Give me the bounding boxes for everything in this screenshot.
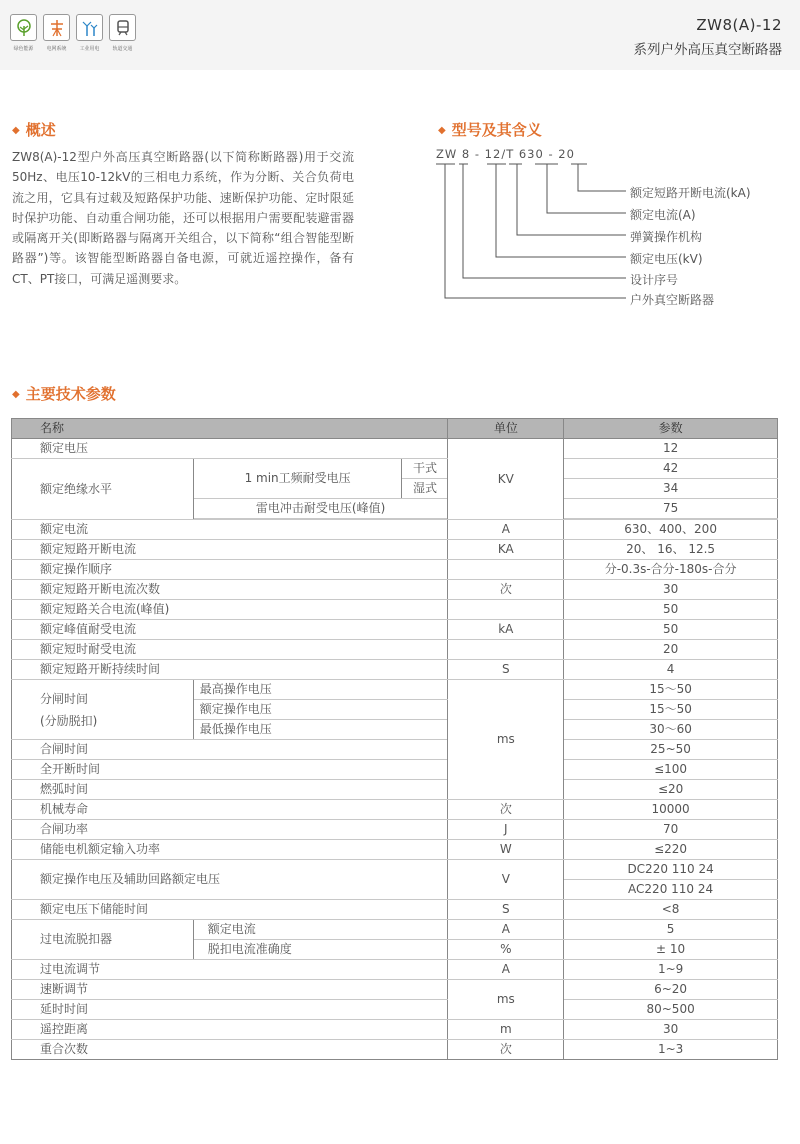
table-row: 脱扣电流准确度 % ± 10 — [12, 940, 778, 960]
section-title-model-meaning: ◆ 型号及其含义 — [438, 121, 542, 139]
model-diagram — [430, 147, 800, 317]
page-header — [0, 0, 800, 70]
table-row: 合闸时间 25~50 — [12, 740, 778, 760]
table-row: 最低操作电压 30～60 — [12, 720, 778, 740]
table-row: 合闸功率 J 70 — [12, 820, 778, 840]
model-label: 弹簧操作机构 — [630, 230, 703, 244]
rail-transit-icon — [109, 14, 136, 41]
header-name: 名称 — [12, 419, 448, 439]
model-connector-lines — [430, 147, 800, 317]
category-power-grid — [43, 14, 70, 52]
table-row: 额定短路开断电流次数 次 30 — [12, 580, 778, 600]
header-unit: 单位 — [448, 419, 564, 439]
table-row: 全开断时间 ≤100 — [12, 760, 778, 780]
category-green-energy — [10, 14, 37, 52]
model-label: 额定电流(A) — [630, 208, 696, 222]
table-row: 遥控距离 m 30 — [12, 1020, 778, 1040]
table-row: 额定绝缘水平 1 min工频耐受电压 干式 42 — [12, 459, 778, 479]
industrial-power-icon — [76, 14, 103, 41]
table-row: 燃弧时间 ≤20 — [12, 780, 778, 800]
table-row: 湿式 34 — [12, 479, 778, 499]
product-model: ZW8(A)-12 — [696, 16, 782, 34]
table-row: 重合次数 次 1~3 — [12, 1040, 778, 1060]
table-row: 额定短路开断持续时间 S 4 — [12, 660, 778, 680]
product-series-title: 系列户外高压真空断路器 — [633, 42, 782, 58]
table-row: 额定操作顺序 分-0.3s-合分-180s-合分 — [12, 560, 778, 580]
header-title-block — [634, 16, 783, 58]
table-row: 过电流调节 A 1~9 — [12, 960, 778, 980]
table-row: 额定操作电压及辅助回路额定电压 V DC220 110 24 — [12, 860, 778, 880]
overview-text: ZW8(A)-12型户外高压真空断路器(以下简称断路器)用于交流50Hz、电压10-12kV的三相电力系统，作为分断、关合负荷电流之用，它具有过载及短路保护功能、速断保护功能、定时限延时保护功能、自动重合闸功能，还可以根据用户需要配装避雷器或隔离开关(即断路器与隔离开关组合，以下简称“组合智能型断路器”)等。该智能型断路器自备电源，可就近遥控操作，备有CT、PT接口，可满足遥测要求。 — [12, 150, 354, 286]
category-label: 轨道交通 — [112, 46, 133, 52]
table-row: 额定短路关合电流(峰值) 50 — [12, 600, 778, 620]
table-row: 储能电机额定输入功率 W ≤220 — [12, 840, 778, 860]
diamond-bullet-icon: ◆ — [12, 125, 20, 136]
diamond-bullet-icon: ◆ — [12, 389, 20, 400]
category-icons — [10, 14, 136, 52]
table-header-row — [12, 419, 778, 439]
table-row: 额定电压 KV 12 — [12, 439, 778, 459]
table-row: 额定电流 A 630、400、200 — [12, 520, 778, 540]
category-label: 电网系统 — [46, 46, 67, 52]
category-label: 绿色能源 — [13, 46, 34, 52]
section-title-overview: ◆ 概述 — [12, 121, 56, 139]
model-code: ZW 8 - 12/T 630 - 20 — [436, 147, 575, 161]
table-row: 速断调节 ms 6~20 — [12, 980, 778, 1000]
category-label: 工业用电 — [79, 46, 100, 52]
table-row: 额定操作电压 15～50 — [12, 700, 778, 720]
header-value: 参数 — [564, 419, 778, 439]
table-row: AC220 110 24 — [12, 880, 778, 900]
model-label: 户外真空断路器 — [630, 293, 715, 307]
table-row: 机械寿命 次 10000 — [12, 800, 778, 820]
model-label: 额定电压(kV) — [630, 252, 703, 266]
table-row: 额定短时耐受电流 20 — [12, 640, 778, 660]
category-rail-transit — [109, 14, 136, 52]
model-label: 额定短路开断电流(kA) — [630, 186, 751, 200]
table-row: 额定电压下储能时间 S <8 — [12, 900, 778, 920]
green-energy-icon — [10, 14, 37, 41]
table-row: 分闸时间 (分励脱扣) 最高操作电压 ms 15～50 — [12, 680, 778, 700]
table-row: 额定峰值耐受电流 kA 50 — [12, 620, 778, 640]
section-title-params: ◆ 主要技术参数 — [12, 385, 116, 403]
table-row: 过电流脱扣器 额定电流 A 5 — [12, 920, 778, 940]
power-grid-icon — [43, 14, 70, 41]
spec-table — [11, 418, 778, 1060]
table-row: 延时时间 80~500 — [12, 1000, 778, 1020]
model-label: 设计序号 — [630, 273, 679, 287]
diamond-bullet-icon: ◆ — [438, 125, 446, 136]
table-row: 雷电冲击耐受电压(峰值) 75 — [12, 499, 778, 519]
table-row: 额定短路开断电流 KA 20、 16、 12.5 — [12, 540, 778, 560]
category-industrial-power — [76, 14, 103, 52]
